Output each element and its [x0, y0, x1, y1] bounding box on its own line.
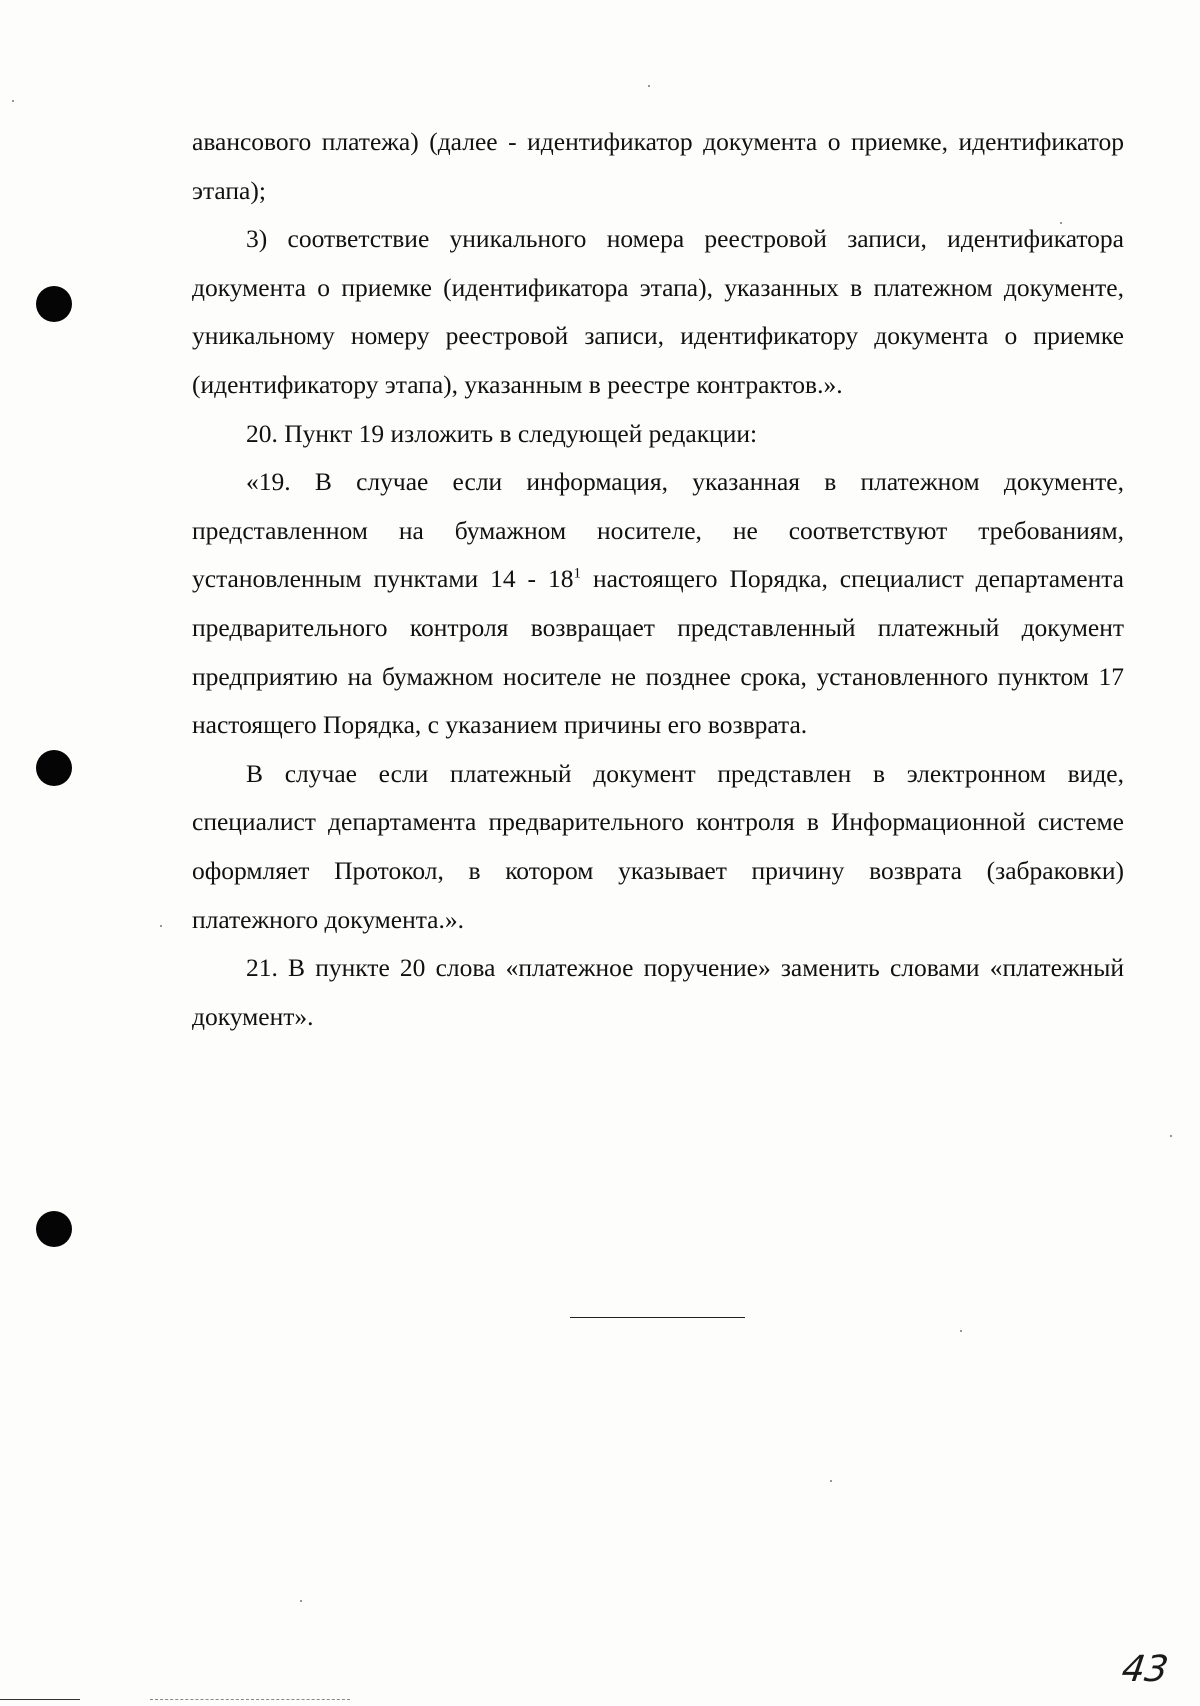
paragraph-advance-payment-continuation: авансового платежа) (далее - идентификатор документа о приемке, идентификатор этапа);	[192, 127, 1124, 205]
end-of-text-divider	[570, 1317, 745, 1318]
superscript-marker: 1	[573, 565, 581, 582]
scan-speck	[648, 85, 650, 87]
document-body	[192, 118, 1124, 1041]
paragraph-point-21: 21. В пункте 20 слова «платежное поручение» заменить словами «платежный документ».	[192, 953, 1124, 1031]
scan-speck	[12, 100, 14, 102]
paragraph-point-19-text-before: «19. В случае если информация, указанная в платежном документе, представленном на бумажном носителе, не соответствуют требованиям, установленным пунктами 14 - 18	[192, 467, 1124, 594]
scan-speck	[160, 925, 162, 927]
paragraph-item-3: 3) соответствие уникального номера реестровой записи, идентификатора документа о приемке (идентификатора этапа), указанных в платежном документе, уникальному номеру реестровой записи, идентификатору документа о приемке (идентификатору этапа), указанным в реестре контрактов.».	[192, 224, 1124, 399]
punch-hole-bottom	[36, 1211, 72, 1247]
scan-speck	[1060, 222, 1062, 224]
paragraph-point-19-text-after: настоящего Порядка, специалист департамента предварительного контроля возвращает представленный платежный документ предприятию на бумажном носителе не позднее срока, установленного пунктом 17 настоящего Порядка, с указанием причины его возврата.	[192, 564, 1124, 740]
handwritten-page-number: 43	[1119, 1649, 1171, 1690]
scan-edge-dashes	[150, 1699, 350, 1700]
scan-speck	[830, 1480, 832, 1482]
scan-speck	[300, 1600, 302, 1602]
punch-hole-top	[36, 286, 72, 322]
paragraph-electronic-case: В случае если платежный документ представлен в электронном виде, специалист департамента предварительного контроля в Информационной системе оформляет Протокол, в котором указывает причину возврата (забраковки) платежного документа.».	[192, 758, 1124, 934]
paragraph-point-20: 20. Пункт 19 изложить в следующей редакции:	[246, 418, 758, 448]
scan-speck	[1170, 1135, 1172, 1137]
paragraph-point-19-new	[192, 458, 1124, 750]
punch-hole-middle	[36, 750, 72, 786]
scan-edge-line	[0, 1699, 80, 1700]
scan-speck	[960, 1330, 962, 1332]
